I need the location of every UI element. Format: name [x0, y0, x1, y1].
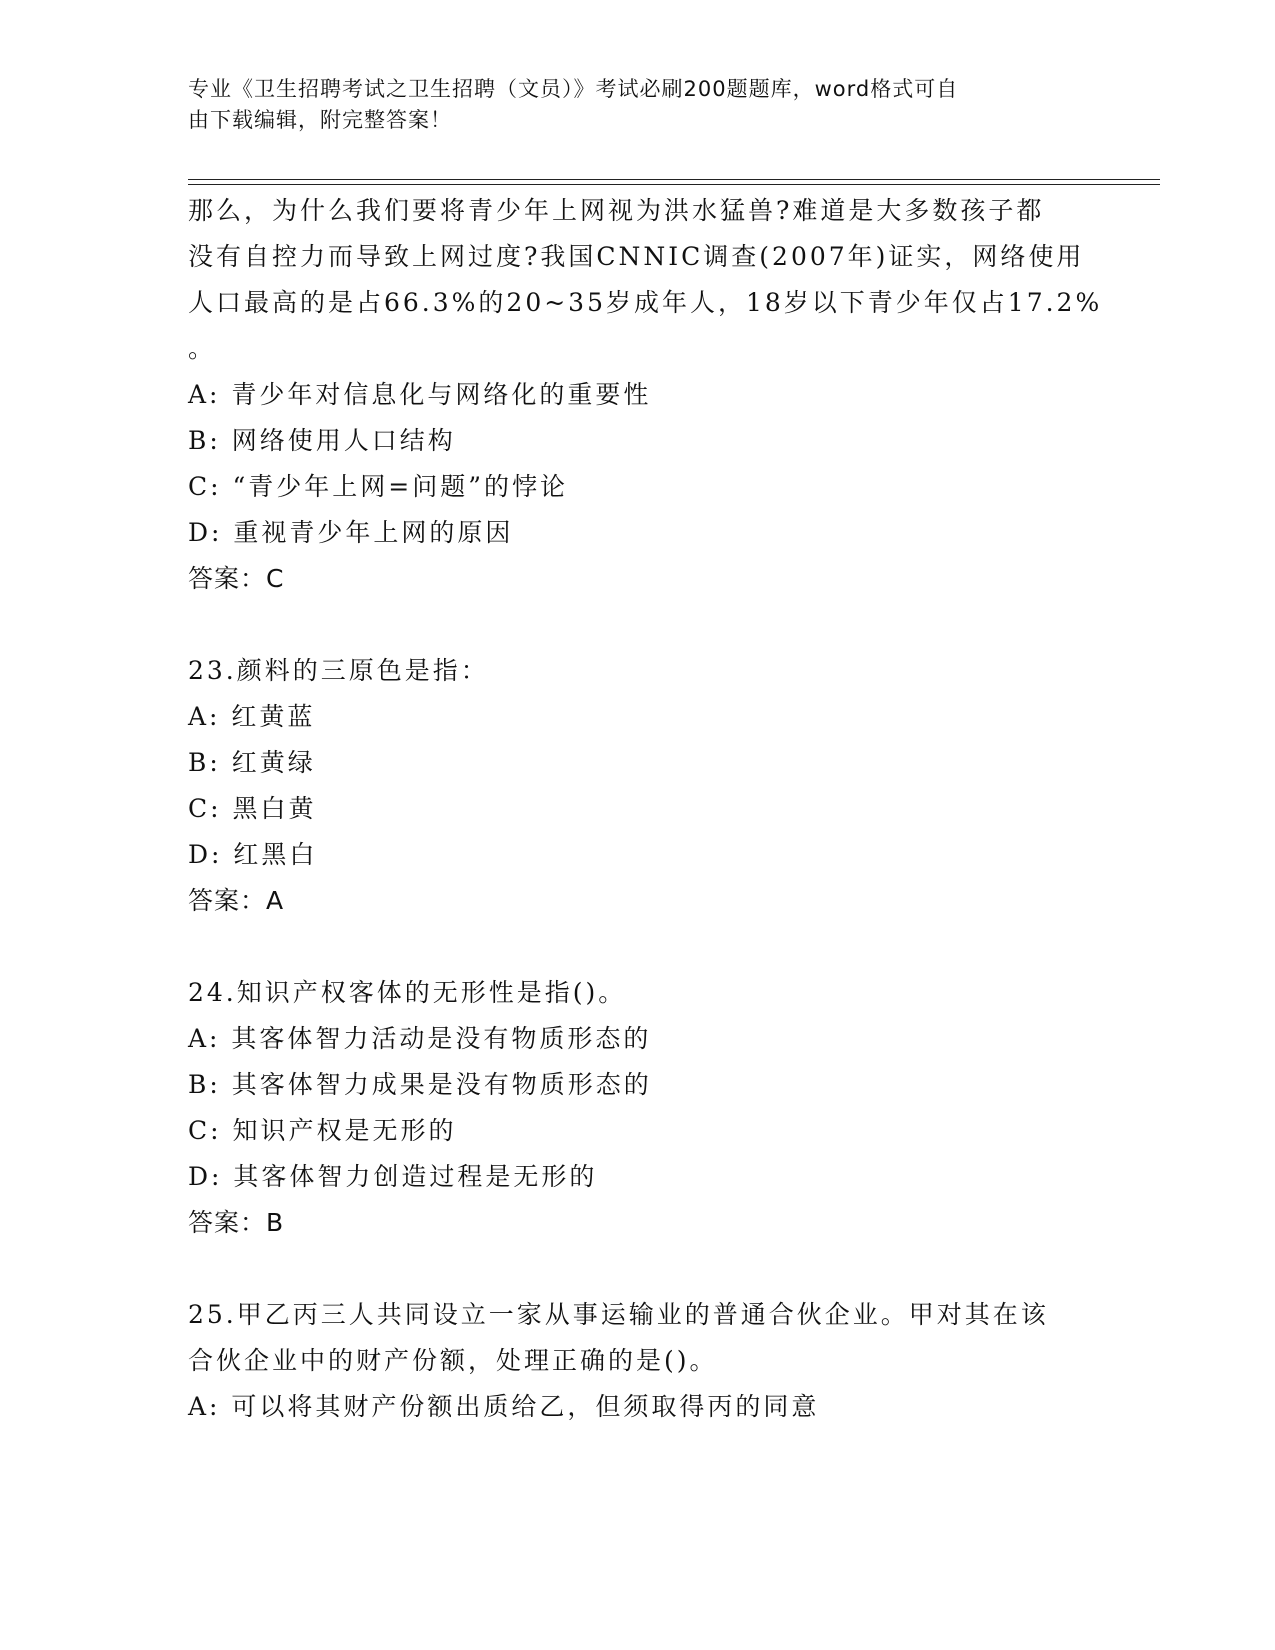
question-stem-line: 没有自控力而导致上网过度?我国CNNIC调查(2007年)证实，网络使用: [188, 242, 1085, 271]
header-line-2: 由下载编辑，附完整答案！: [188, 108, 452, 132]
answer-line: 答案：A: [188, 886, 285, 915]
question-stem-line: 那么，为什么我们要将青少年上网视为洪水猛兽?难道是大多数孩子都: [188, 196, 1045, 225]
question-stem: 23.颜料的三原色是指：: [188, 656, 489, 685]
question-stem-line: 合伙企业中的财产份额，处理正确的是()。: [188, 1346, 718, 1375]
question-stem: 24.知识产权客体的无形性是指()。: [188, 978, 627, 1007]
question-24: [188, 970, 1088, 1246]
question-stem-line: 25.甲乙丙三人共同设立一家从事运输业的普通合伙企业。甲对其在该: [188, 1300, 1049, 1329]
option-d: D: 其客体智力创造过程是无形的: [188, 1162, 598, 1191]
question-22: [188, 188, 1103, 602]
spacer: [188, 1246, 1088, 1292]
question-23: [188, 648, 1088, 924]
spacer: [188, 924, 1088, 970]
document-header: [188, 74, 1068, 136]
question-25: [188, 1292, 1088, 1430]
option-a: A: 红黄蓝: [188, 702, 316, 731]
header-divider-top: [188, 179, 1160, 180]
option-b: B: 网络使用人口结构: [188, 426, 456, 455]
question-stem-line: 。: [188, 334, 217, 363]
header-line-1: 专业《卫生招聘考试之卫生招聘（文员）》考试必刷200题题库，word格式可自: [188, 77, 959, 101]
spacer: [188, 602, 1088, 648]
option-c: C: 黑白黄: [188, 794, 317, 823]
option-d: D: 重视青少年上网的原因: [188, 518, 514, 547]
option-b: B: 红黄绿: [188, 748, 316, 777]
header-divider-bottom: [188, 184, 1160, 185]
question-content: [188, 188, 1103, 1430]
option-a: A: 青少年对信息化与网络化的重要性: [188, 380, 652, 409]
option-c: C: “青少年上网=问题”的悖论: [188, 472, 569, 501]
answer-line: 答案：B: [188, 1208, 285, 1237]
option-a: A: 其客体智力活动是没有物质形态的: [188, 1024, 652, 1053]
answer-line: 答案：C: [188, 564, 285, 593]
option-c: C: 知识产权是无形的: [188, 1116, 457, 1145]
option-d: D: 红黑白: [188, 840, 318, 869]
option-b: B: 其客体智力成果是没有物质形态的: [188, 1070, 652, 1099]
question-stem-line: 人口最高的是占66.3%的20~35岁成年人，18岁以下青少年仅占17.2%: [188, 288, 1103, 317]
option-a: A: 可以将其财产份额出质给乙，但须取得丙的同意: [188, 1392, 820, 1421]
